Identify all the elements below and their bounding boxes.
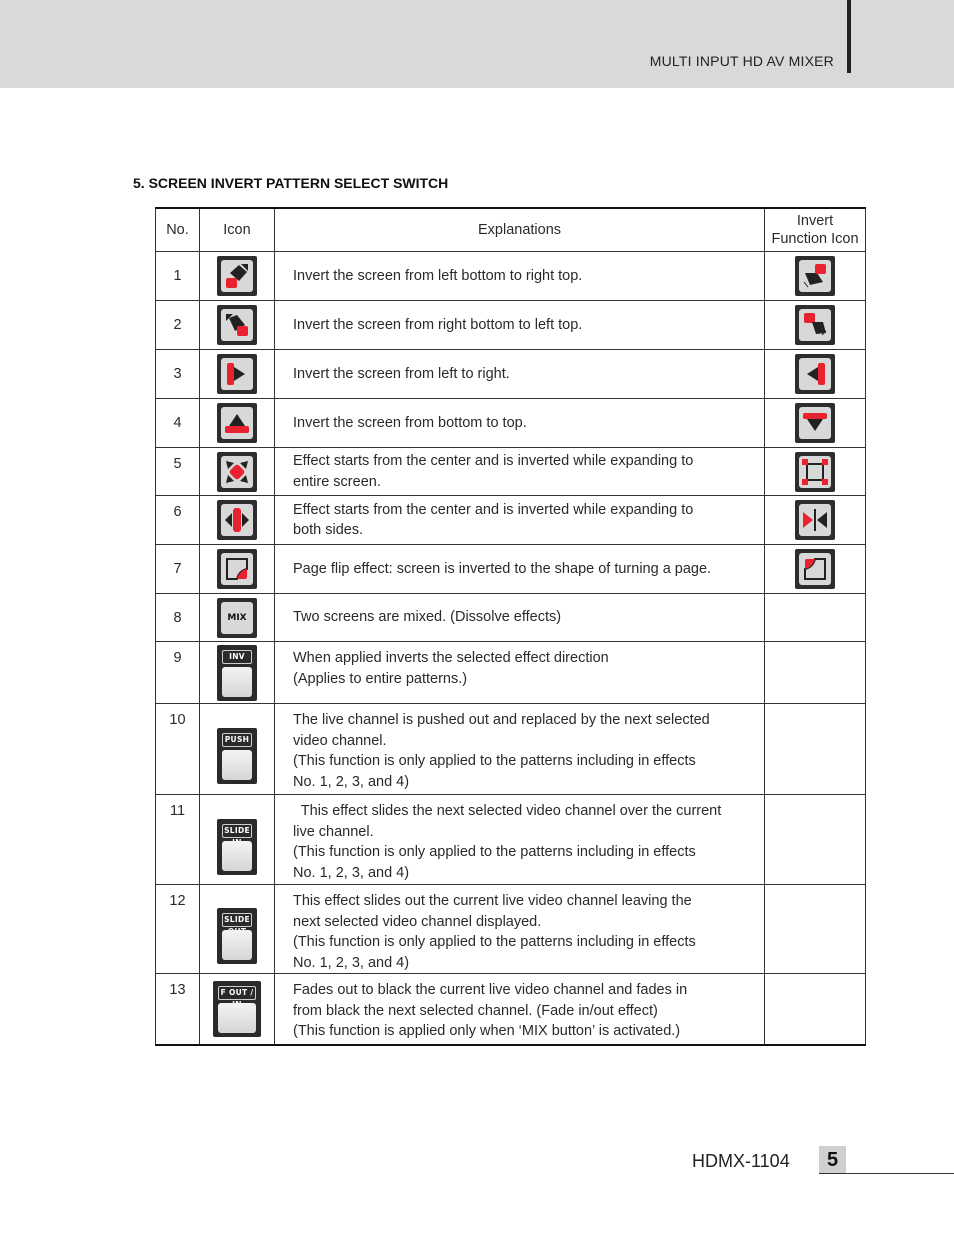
contract-sides-icon [795,500,835,540]
footer-model: HDMX-1104 [692,1151,790,1171]
diagonal-up-right-icon [217,256,257,296]
inv-button-key [222,667,252,697]
mix-button[interactable] [217,598,257,638]
row-number: 9 [156,642,200,704]
table-row [156,350,866,399]
empty-invert-cell [765,885,866,974]
empty-invert-cell [765,795,866,885]
wipe-up-icon [217,403,257,443]
row-explanation: Invert the screen from bottom to top. [275,399,765,448]
header-no: No. [156,208,200,252]
diagonal-down-left-icon [795,256,835,296]
push-button-key [222,750,252,780]
table-row [156,399,866,448]
table-row [156,594,866,642]
row-explanation: Two screens are mixed. (Dissolve effects) [275,594,765,642]
wipe-down-icon [795,403,835,443]
header-icon: Icon [200,208,275,252]
row-number: 2 [156,301,200,350]
table-row [156,496,866,545]
slide-out-button-label: SLIDE [222,913,252,927]
header-invert-line2: Function Icon [771,231,859,247]
header-band [0,0,954,88]
push-button[interactable] [217,728,257,784]
row-number: 3 [156,350,200,399]
slide-in-button-label: SLIDE [222,824,252,838]
table-header-row [156,208,866,252]
row-explanation: This effect slides out the current live video channel leaving the next selected video channel displayed. (This function is only applied to the patterns including in effects No. 1, 2, 3, and 4) [275,885,765,974]
table-row [156,885,866,974]
row-number: 11 [156,795,200,885]
pattern-table [155,207,866,1046]
slide-out-button[interactable] [217,908,257,964]
wipe-left-icon [795,354,835,394]
table-row [156,974,866,1045]
fade-out-in-button-key [218,1003,256,1033]
empty-invert-cell [765,642,866,704]
table-row [156,252,866,301]
page-flip-reverse-icon [795,549,835,589]
row-number: 1 [156,252,200,301]
row-number: 12 [156,885,200,974]
fade-out-in-button-label: F OUT / [218,986,256,1000]
table-row [156,545,866,594]
row-explanation: Page flip effect: screen is inverted to the shape of turning a page. [275,545,765,594]
table-row [156,448,866,496]
fade-out-in-button[interactable] [213,981,261,1037]
page-flip-icon [217,549,257,589]
section-title: 5. SCREEN INVERT PATTERN SELECT SWITCH [133,175,449,191]
diagonal-down-right-icon [795,305,835,345]
header-divider [847,0,851,73]
row-number: 6 [156,496,200,545]
row-explanation: Invert the screen from left to right. [275,350,765,399]
empty-invert-cell [765,974,866,1045]
push-button-label: PUSH [222,733,252,747]
inv-button[interactable] [217,645,257,701]
table-row [156,301,866,350]
expand-center-icon [217,452,257,492]
table-row [156,704,866,795]
row-explanation: The live channel is pushed out and replaced by the next selected video channel. (This function is only applied to the patterns including in effects No. 1, 2, 3, and 4) [275,704,765,795]
row-number: 13 [156,974,200,1045]
row-explanation: Fades out to black the current live video channel and fades in from black the next selected channel. (Fade in/out effect) (This function is applied only when ‘MIX button’ is activated.) [275,974,765,1045]
row-number: 5 [156,448,200,496]
table-row [156,642,866,704]
slide-in-button-key [222,841,252,871]
row-explanation: Effect starts from the center and is inverted while expanding to both sides. [275,496,765,545]
row-number: 4 [156,399,200,448]
expand-sides-icon [217,500,257,540]
footer-rule [819,1173,954,1174]
empty-invert-cell [765,594,866,642]
mix-button-label: MIX [221,602,253,634]
header-invert-function-icon [765,208,866,252]
row-number: 8 [156,594,200,642]
slide-in-button[interactable] [217,819,257,875]
header-title: MULTI INPUT HD AV MIXER [649,53,834,69]
row-explanation: Invert the screen from right bottom to left top. [275,301,765,350]
page-number: 5 [819,1146,846,1174]
header-invert-line1: Invert [796,213,834,229]
slide-out-button-key [222,930,252,960]
diagonal-up-left-icon [217,305,257,345]
row-explanation: This effect slides the next selected video channel over the current live channel. (This function is only applied to the patterns including in effects No. 1, 2, 3, and 4) [275,795,765,885]
inv-button-label: INV [222,650,252,664]
empty-invert-cell [765,704,866,795]
row-explanation: Invert the screen from left bottom to right top. [275,252,765,301]
wipe-right-icon [217,354,257,394]
row-explanation: Effect starts from the center and is inverted while expanding to entire screen. [275,448,765,496]
row-explanation: When applied inverts the selected effect direction (Applies to entire patterns.) [275,642,765,704]
contract-center-icon [795,452,835,492]
table-row [156,795,866,885]
row-number: 7 [156,545,200,594]
header-explanations: Explanations [275,208,765,252]
row-number: 10 [156,704,200,795]
